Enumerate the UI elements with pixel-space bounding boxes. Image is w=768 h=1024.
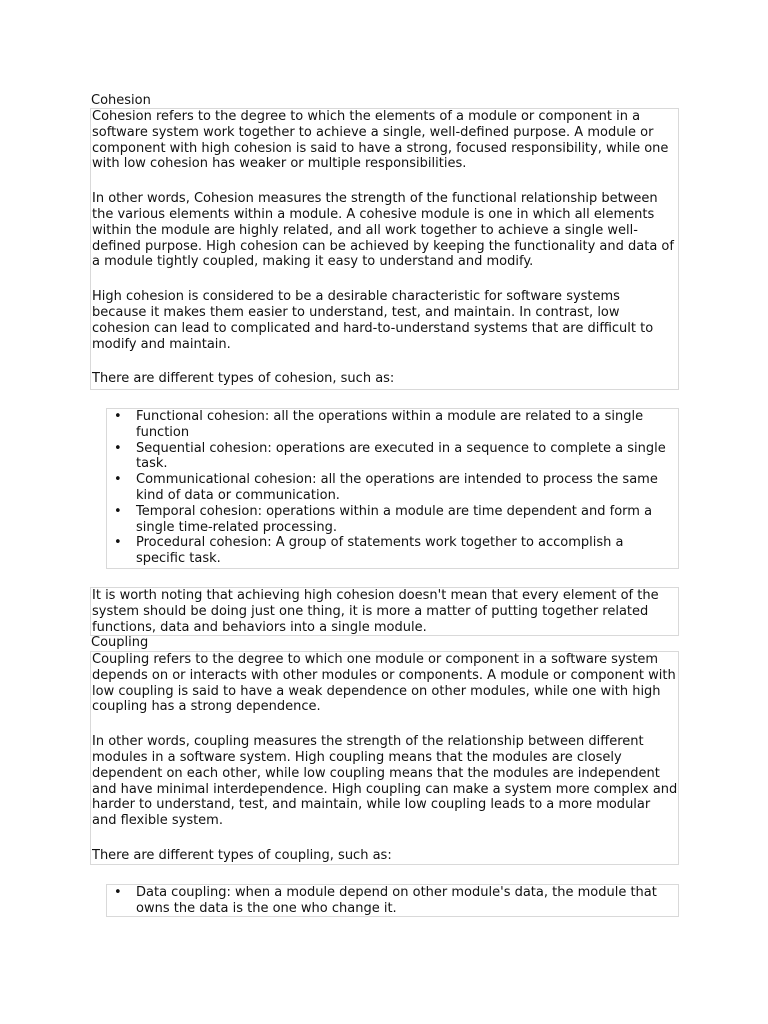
cohesion-note: It is worth noting that achieving high cohesion doesn't mean that every element of the system should be doing just one thing, it is more a matter of putting together related functions, data and behaviors into a single module. (92, 588, 659, 635)
bullet-icon: • (114, 885, 122, 900)
cohesion-types-list-box (106, 408, 679, 569)
list-item (107, 472, 678, 504)
list-item-text: Sequential cohesion: operations are executed in a sequence to complete a single task. (136, 440, 666, 472)
cohesion-text-box (90, 108, 679, 390)
bullet-icon: • (114, 535, 122, 551)
coupling-types-list (107, 885, 678, 917)
bullet-icon: • (114, 440, 122, 456)
list-item (107, 535, 678, 567)
cohesion-heading: Cohesion (91, 93, 151, 108)
coupling-paragraph-3: There are different types of coupling, such as: (92, 847, 392, 863)
coupling-text-box (90, 651, 679, 865)
cohesion-paragraph-2: In other words, Cohesion measures the strength of the functional relationship between the various elements within a module. A cohesive module is one in which all elements within the module are highly related, and all work together to achieve a single well-defined purpose. High cohesion can be achieved by keeping the functionality and data of a module tightly coupled, making it easy to understand and modify. (92, 191, 674, 270)
cohesion-paragraph-1: Cohesion refers to the degree to which the elements of a module or component in a software system work together to achieve a single, well-defined purpose. A module or component with high cohesion is said to have a strong, focused responsibility, while one with low cohesion has weaker or multiple responsibilities. (92, 109, 669, 172)
list-item (107, 409, 678, 441)
cohesion-types-list (107, 409, 678, 567)
list-item (107, 504, 678, 536)
list-item-text: Communicational cohesion: all the operations are intended to process the same kind of data or communication. (136, 472, 658, 503)
bullet-icon: • (114, 472, 122, 488)
list-item-text: Temporal cohesion: operations within a module are time dependent and form a single time-related processing. (136, 503, 653, 535)
list-item-text: Data coupling: when a module depend on other module's data, the module that owns the data is the one who change it. (136, 885, 657, 916)
coupling-paragraph-2: In other words, coupling measures the strength of the relationship between different modules in a software system. High coupling means that the modules are closely dependent on each other, while low coupling means that the modules are independent and have minimal interdependence. High coupling can make a system more complex and harder to understand, test, and maintain, while low coupling leads to a more modular and flexible system. (92, 734, 678, 829)
bullet-icon: • (114, 409, 122, 424)
coupling-types-list-box (106, 884, 679, 917)
list-item-text: Functional cohesion: all the operations within a module are related to a single function (136, 409, 644, 440)
list-item-text: Procedural cohesion: A group of statements work together to accomplish a specific task. (136, 535, 624, 567)
coupling-heading: Coupling (91, 635, 149, 650)
list-item (107, 885, 678, 917)
cohesion-note-box (90, 587, 679, 636)
coupling-paragraph-1: Coupling refers to the degree to which one module or component in a software system depends on or interacts with other modules or components. A module or component with low coupling is said to have a weak dependence on other modules, while one with high coupling has a strong dependence. (92, 652, 676, 715)
list-item (107, 441, 678, 473)
cohesion-paragraph-3: High cohesion is considered to be a desirable characteristic for software systems because it makes them easier to understand, test, and maintain. In contrast, low cohesion can lead to complicated and hard-to-understand systems that are difficult to modify and maintain. (92, 289, 654, 352)
bullet-icon: • (114, 503, 122, 519)
cohesion-paragraph-4: There are different types of cohesion, such as: (92, 371, 395, 387)
